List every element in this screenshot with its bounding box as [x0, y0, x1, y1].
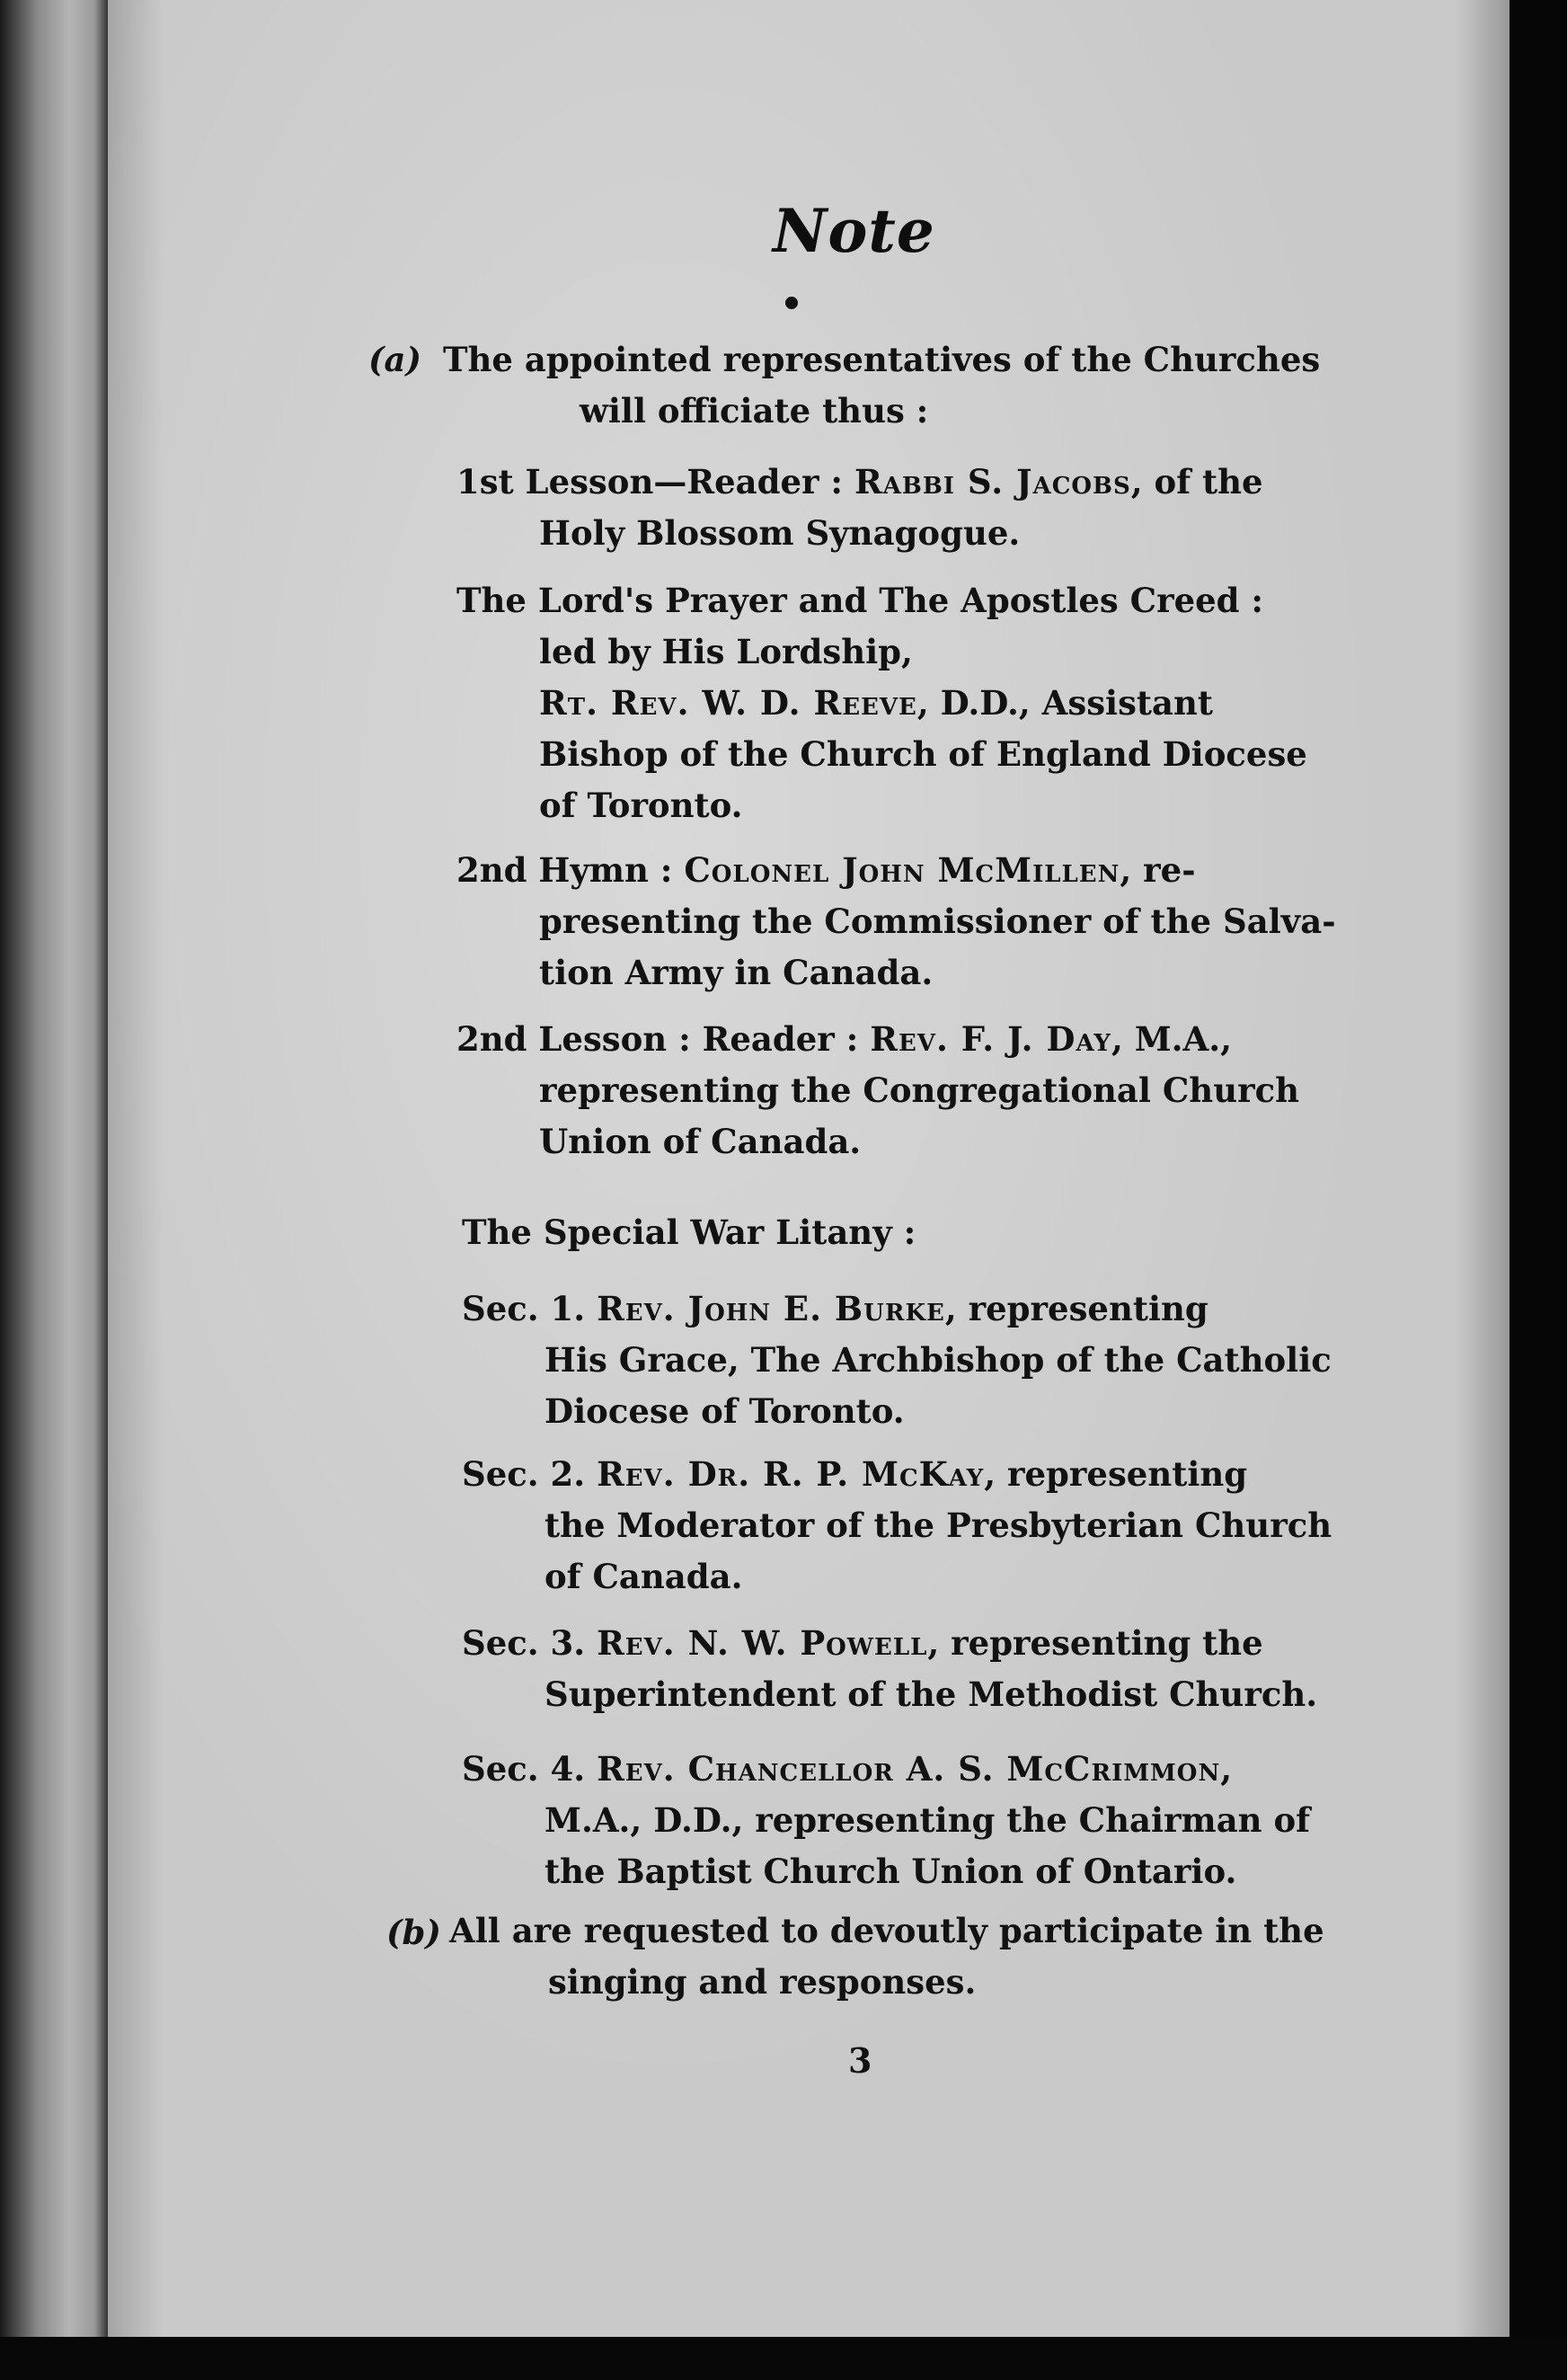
item-a-text: [443, 334, 1320, 437]
sec-4-rest: ,: [1220, 1749, 1233, 1789]
page-number: 3: [848, 2040, 872, 2081]
sec-1-name: Rev. John E. Burke: [597, 1289, 945, 1328]
sec-2-name: Rev. Dr. R. P. McKay: [597, 1454, 985, 1494]
item-b-line-1: All are requested to devoutly participate in the: [449, 1911, 1324, 1950]
second-lesson-line-2: representing the Congregational Church: [539, 1070, 1300, 1110]
sec-4-entry: [462, 1744, 1310, 1897]
second-hymn-line-3: tion Army in Canada.: [539, 953, 934, 992]
second-hymn-line-2: presenting the Commissioner of the Salva-: [539, 901, 1336, 941]
item-a-line-2: will officiate thus :: [580, 391, 929, 431]
sec-1-rest: , representing: [944, 1289, 1208, 1328]
title-ornament-dot: [785, 297, 798, 309]
prayer-line-4: Bishop of the Church of England Diocese: [539, 734, 1307, 774]
second-hymn-entry: [456, 845, 1336, 999]
item-b-marker: (b): [386, 1913, 441, 1952]
second-lesson-name: Rev. F. J. Day: [870, 1019, 1111, 1059]
second-hymn-label: 2nd Hymn :: [456, 850, 685, 890]
sec-1-label: Sec. 1.: [462, 1289, 598, 1328]
item-a-line-1: The appointed representatives of the Churches: [443, 340, 1321, 379]
sec-3-name: Rev. N. W. Powell: [597, 1623, 928, 1663]
first-lesson-name: Rabbi S. Jacobs: [854, 462, 1131, 502]
sec-3-line-2: Superintendent of the Methodist Church.: [544, 1674, 1318, 1714]
first-lesson-line-2: Holy Blossom Synagogue.: [539, 513, 1021, 553]
prayer-line-5: of Toronto.: [539, 786, 743, 825]
sec-2-line-3: of Canada.: [544, 1557, 743, 1596]
second-hymn-name: Colonel John McMillen: [684, 850, 1120, 890]
sec-2-rest: , representing: [984, 1454, 1248, 1494]
first-lesson-entry: [456, 457, 1263, 559]
sec-3-entry: [462, 1618, 1317, 1720]
first-lesson-rest: , of the: [1130, 462, 1263, 502]
item-b-text: [449, 1905, 1324, 2008]
sec-2-line-2: the Moderator of the Presbyterian Church: [544, 1505, 1332, 1545]
scan-border-bottom: [0, 2337, 1567, 2380]
page-title: Note: [773, 196, 935, 266]
sec-4-line-2: M.A., D.D., representing the Chairman of: [544, 1800, 1311, 1840]
sec-1-entry: [462, 1283, 1332, 1437]
prayer-line-1: The Lord's Prayer and The Apostles Creed :: [456, 581, 1264, 620]
prayer-entry: [456, 575, 1307, 831]
second-lesson-line-3: Union of Canada.: [539, 1122, 862, 1161]
sec-1-line-2: His Grace, The Archbishop of the Catholic: [544, 1340, 1332, 1380]
second-lesson-label: 2nd Lesson : Reader :: [456, 1019, 871, 1059]
second-lesson-entry: [456, 1014, 1299, 1168]
second-lesson-rest: , M.A.,: [1111, 1019, 1233, 1059]
sec-3-rest: , representing the: [927, 1623, 1263, 1663]
sec-2-label: Sec. 2.: [462, 1454, 598, 1494]
sec-4-name: Rev. Chancellor A. S. McCrimmon: [597, 1749, 1221, 1789]
second-hymn-rest: , re-: [1120, 850, 1196, 890]
prayer-rest: , D.D., Assistant: [916, 683, 1213, 723]
sec-2-entry: [462, 1449, 1332, 1603]
first-lesson-label: 1st Lesson—Reader :: [456, 462, 854, 502]
prayer-line-2: led by His Lordship,: [539, 632, 913, 671]
item-b-line-2: singing and responses.: [548, 1962, 977, 2002]
item-a-marker: (a): [368, 340, 421, 379]
binding-gutter: [0, 0, 126, 2380]
prayer-name: Rt. Rev. W. D. Reeve: [539, 683, 917, 723]
sec-4-line-3: the Baptist Church Union of Ontario.: [544, 1852, 1237, 1891]
sec-4-label: Sec. 4.: [462, 1749, 598, 1789]
litany-heading: The Special War Litany :: [462, 1212, 916, 1252]
scan-border-right: [1509, 0, 1567, 2380]
sec-1-line-3: Diocese of Toronto.: [544, 1391, 905, 1431]
sec-3-label: Sec. 3.: [462, 1623, 598, 1663]
